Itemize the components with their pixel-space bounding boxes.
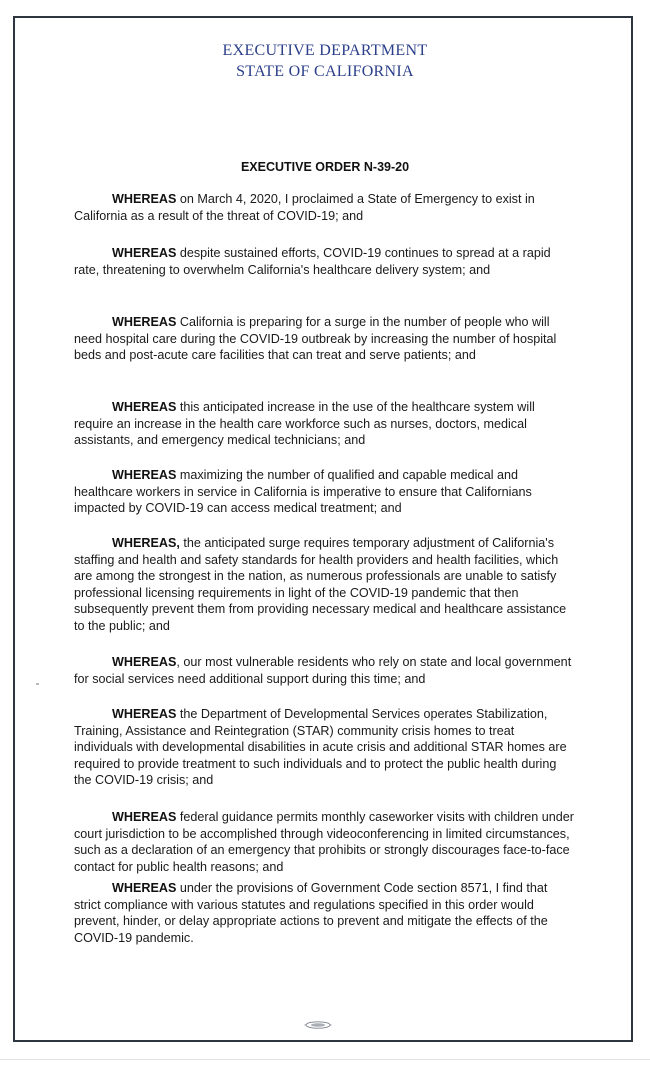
paragraph-text: on March 4, 2020, I proclaimed a State of Emergency to exist in California as a result of the threat of COVID-19; and: [74, 192, 535, 223]
paragraph-text: the Department of Developmental Services operates Stabilization, Training, Assistance and Reintegration (STAR) community crisis homes to treat individuals with developmental disabilities in acute crisis and additional STAR homes are required to provide treatment to such individuals and to protect the public health during the COVID-19 crisis; and: [74, 707, 567, 787]
scan-speck: [36, 683, 39, 685]
whereas-paragraph: [74, 399, 574, 449]
paragraph-text: this anticipated increase in the use of the healthcare system will require an increase in the health care workforce such as nurses, doctors, medical assistants, and emergency medical technicians; and: [74, 400, 535, 447]
whereas-paragraph: [74, 314, 574, 364]
paragraph-text: federal guidance permits monthly caseworker visits with children under court jurisdiction to be accomplished through videoconferencing in limited circumstances, such as a declaration of an emergency that prohibits or strongly discourages face-to-face contact for public health reasons; and: [74, 810, 574, 874]
state-seal-icon: [304, 1021, 332, 1029]
paragraph-text: under the provisions of Government Code section 8571, I find that strict compliance with various statutes and regulations specified in this order would prevent, hinder, or delay appropriate actions to prevent and mitigate the effects of the COVID-19 pandemic.: [74, 881, 548, 945]
whereas-lead: WHEREAS: [112, 246, 177, 260]
whereas-paragraph: [74, 535, 574, 634]
whereas-paragraph: [74, 654, 574, 687]
paragraph-text: California is preparing for a surge in the number of people who will need hospital care during the COVID-19 outbreak by increasing the number of hospital beds and post-acute care facilities that can treat and serve patients; and: [74, 315, 557, 362]
scan-edge-line: [0, 1059, 650, 1060]
whereas-paragraph: [74, 191, 574, 224]
whereas-lead: WHEREAS: [112, 881, 177, 895]
whereas-lead: WHEREAS: [112, 468, 177, 482]
whereas-paragraph: [74, 809, 574, 875]
paragraph-text: maximizing the number of qualified and capable medical and healthcare workers in service in California is imperative to ensure that Californians impacted by COVID-19 can access medical treatment; and: [74, 468, 532, 515]
order-title: EXECUTIVE ORDER N-39-20: [240, 160, 410, 174]
department-heading: EXECUTIVE DEPARTMENT: [222, 42, 428, 59]
whereas-paragraph: [74, 467, 574, 517]
whereas-paragraph: [74, 880, 574, 946]
paragraph-text: the anticipated surge requires temporary adjustment of California's staffing and health and safety standards for health providers and health facilities, which are among the strongest in the nation, as numerous professionals are unable to satisfy professional licensing requirements in light of the COVID-19 pandemic that then subsequently prevent them from providing necessary medical and healthcare assistance to the public; and: [74, 536, 567, 633]
whereas-lead: WHEREAS: [112, 810, 177, 824]
whereas-lead: WHEREAS: [112, 315, 177, 329]
state-heading: STATE OF CALIFORNIA: [236, 63, 414, 80]
whereas-lead: WHEREAS: [112, 192, 177, 206]
whereas-lead: WHEREAS: [112, 707, 177, 721]
whereas-paragraph: [74, 706, 574, 789]
paragraph-text: , our most vulnerable residents who rely on state and local government for social services need additional support during this time; and: [74, 655, 572, 686]
whereas-lead: WHEREAS,: [112, 536, 180, 550]
whereas-lead: WHEREAS: [112, 655, 177, 669]
whereas-lead: WHEREAS: [112, 400, 177, 414]
paragraph-text: despite sustained efforts, COVID-19 continues to spread at a rapid rate, threatening to overwhelm California's healthcare delivery system; and: [74, 246, 551, 277]
whereas-paragraph: [74, 245, 574, 278]
